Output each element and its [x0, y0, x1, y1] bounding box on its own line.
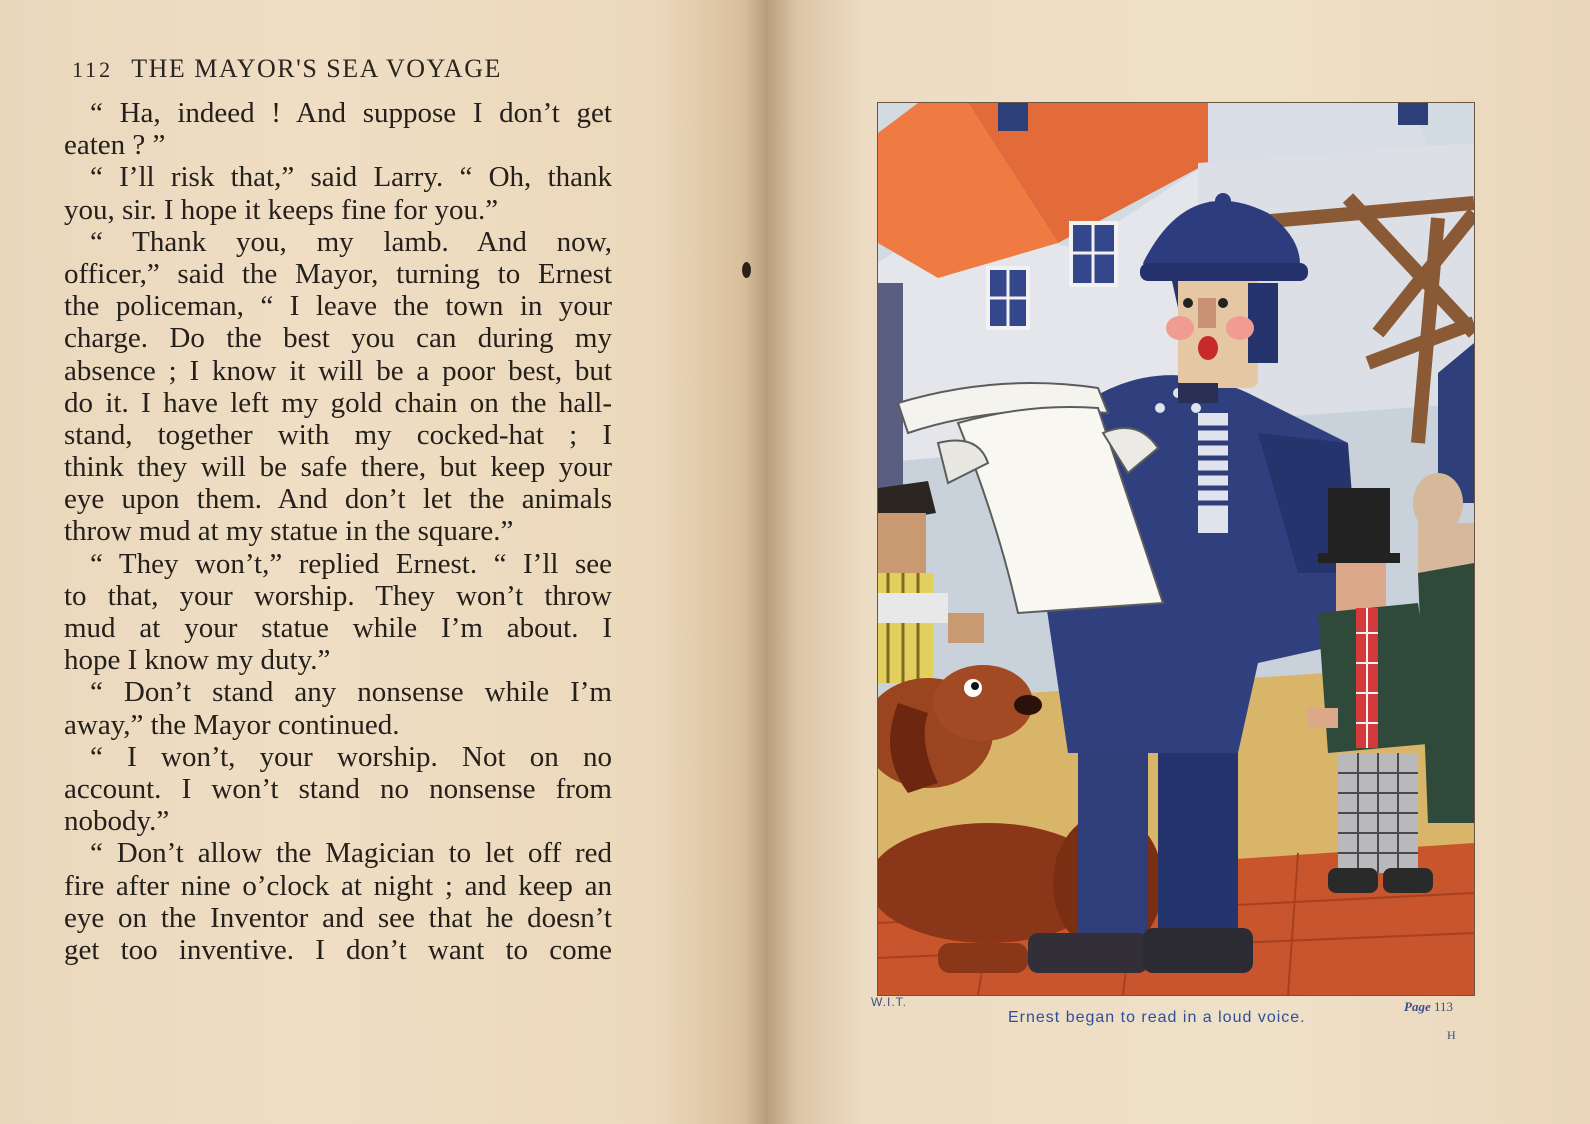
text-line: eye upon them. And don’t let the animals	[64, 483, 612, 516]
running-head	[72, 54, 632, 88]
text-line: hope I know my duty.”	[64, 644, 331, 677]
text-line: account. I won’t stand no nonsense from	[64, 772, 612, 805]
text-line: “ Don’t allow the Magician to let off red	[90, 837, 612, 870]
text-line: away,” the Mayor continued.	[64, 708, 400, 741]
text-line: “ Don’t stand any nonsense while I’m	[90, 676, 612, 709]
text-line: stand, together with my cocked-hat ; I	[64, 418, 612, 451]
illustration-plate	[877, 102, 1475, 996]
text-line: charge. Do the best you can during my	[64, 322, 612, 355]
plate-page-reference	[1404, 999, 1453, 1015]
plate-page-number: 113	[1433, 999, 1453, 1014]
text-line: the policeman, “ I leave the town in your	[64, 290, 612, 323]
text-line: mud at your statue while I’m about. I	[64, 612, 612, 644]
body-text	[64, 97, 612, 966]
text-line: nobody.”	[64, 805, 170, 838]
policeman-illustration	[878, 103, 1474, 995]
chapter-title: THE MAYOR'S SEA VOYAGE	[131, 54, 502, 83]
gutter-mark	[742, 262, 751, 278]
text-line: throw mud at my statue in the square.”	[64, 515, 514, 548]
text-line: absence ; I know it will be a poor best, but	[64, 354, 612, 387]
signature-mark: H	[1447, 1028, 1456, 1042]
text-line: to that, your worship. They won’t throw	[64, 579, 612, 612]
left-page	[0, 0, 765, 1124]
plate-page-label: Page	[1404, 999, 1431, 1014]
text-line: officer,” said the Mayor, turning to Ernest	[64, 257, 612, 290]
text-line: “ I’ll risk that,” said Larry. “ Oh, thank	[90, 161, 612, 194]
text-line: fire after nine o’clock at night ; and keep an	[64, 869, 612, 902]
plate-caption: Ernest began to read in a loud voice.	[1008, 1009, 1306, 1026]
text-line: get too inventive. I don’t want to come	[64, 933, 612, 966]
text-line: do it. I have left my gold chain on the hall-	[64, 386, 612, 419]
text-line: you, sir. I hope it keeps fine for you.”	[64, 193, 499, 226]
text-line: “ I won’t, your worship. Not on no	[90, 740, 612, 773]
text-line: “ Thank you, my lamb. And now,	[90, 225, 612, 258]
text-line: eye on the Inventor and see that he doesn’t	[64, 901, 612, 934]
text-line: think they will be safe there, but keep your	[64, 451, 612, 484]
page-number: 112	[72, 57, 114, 82]
text-line: “ Ha, indeed ! And suppose I don’t get	[90, 97, 612, 129]
text-line: eaten ? ”	[64, 129, 166, 162]
plate-credit: W.I.T.	[871, 995, 907, 1009]
text-line: “ They won’t,” replied Ernest. “ I’ll see	[90, 547, 612, 580]
